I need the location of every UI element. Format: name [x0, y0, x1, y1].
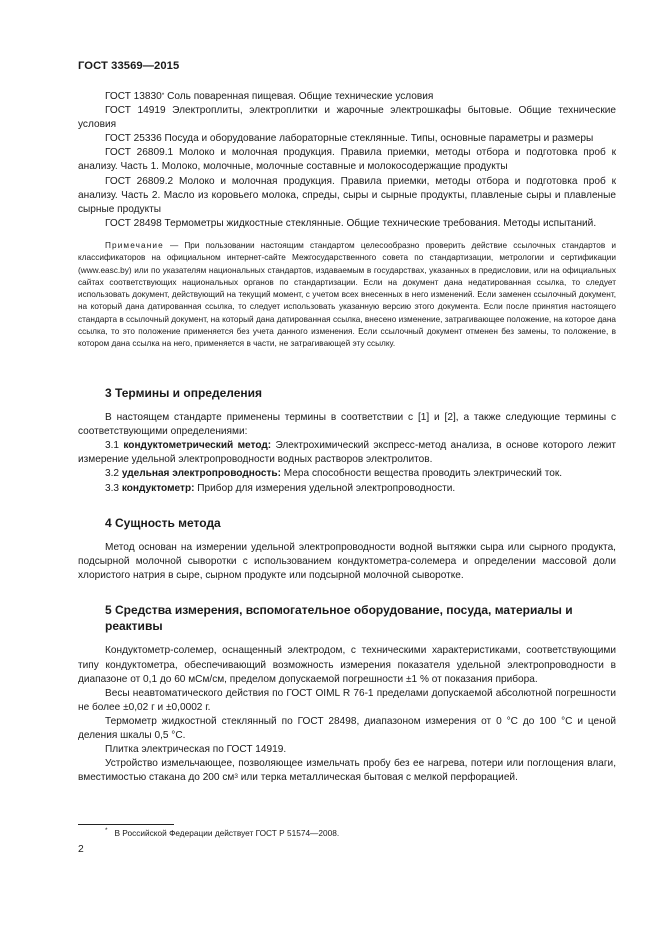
footnote-mark: *	[161, 92, 165, 99]
section-3-title: 3 Термины и определения	[105, 385, 263, 400]
section-5-paragraph: Кондуктометр-солемер, оснащенный электродом, с техническими характеристиками, соответствующими типу кондуктометра, обеспечивающий возможность измерения показателя удельной электропроводности в диапазоне от 0,1 до 60 мСм/см, пределом допускаемой погрешности ±1 % от показания прибора.	[78, 645, 616, 685]
page-content	[78, 90, 616, 785]
term-definition: 3.3 кондуктометр: Прибор для измерения удельной электропроводности.	[105, 482, 456, 494]
reference-item: ГОСТ 14919 Электроплиты, электроплитки и жарочные электрошкафы бытовые. Общие технические условия	[78, 105, 616, 131]
reference-item: ГОСТ 25336 Посуда и оборудование лабораторные стеклянные. Типы, основные параметры и размеры	[105, 133, 594, 145]
term-definition: 3.2 удельная электропроводность: Мера способности вещества проводить электрический ток.	[105, 468, 563, 480]
page-number: 2	[78, 844, 84, 855]
footnote-mark: *	[105, 827, 108, 834]
document-header: ГОСТ 33569—2015	[78, 60, 180, 72]
footnote: * В Российской Федерации действует ГОСТ Р 51574—2008.	[105, 827, 340, 838]
superscript: 3	[234, 773, 238, 781]
section-5-paragraph: Плитка электрическая по ГОСТ 14919.	[105, 744, 287, 756]
reference-item: ГОСТ 26809.1 Молоко и молочная продукция. Правила приемки, методы отбора и подготовка проб к анализу. Часть 1. Молоко, молочные, молочные составные и молокосодержащие продукты	[78, 147, 616, 173]
note: Примечание — При пользовании настоящим стандартом целесообразно проверить действие ссылочных стандартов и классификаторов на официальном интернет-сайте Межгосударственного совета по стандартизации, метрологии и сертификации (www.easc.by) или по указателям национальных стандартов, издаваемым в государствах, указанных в предисловии, или на официальных сайтах соответствующих национальных органов по стандартизации. Если на документ дана недатированная ссылка, то следует использовать документ, действующий на текущий момент, с учетом всех внесенных в него изменений. Если заменен ссылочный документ, на который дана датированная ссылка, то следует использовать указанную версию этого документа. Если после принятия настоящего стандарта в ссылочный документ, на который дана датированная ссылка, внесено изменение, затрагивающее положение, на которое дана ссылка, то это положение применяется без учета данного изменения. Если ссылочный документ отменен без замены, то положение, в котором дана ссылка на него, применяется в части, не затрагивающей эту ссылку.	[78, 240, 616, 349]
term: удельная электропроводность:	[121, 468, 281, 480]
note-label: Примечание	[105, 240, 164, 250]
section-5-title: 5 Средства измерения, вспомогательное оборудование, посуда, материалы и реактивы	[105, 603, 573, 633]
reference-item: ГОСТ 26809.2 Молоко и молочная продукция. Правила приемки, методы отбора и подготовка проб к анализу. Часть 2. Масло из коровьего молока, спреды, сыры и сырные продукты, плавленые сыры и плавленые сырные продукты	[78, 175, 616, 215]
term: кондуктометрический метод:	[123, 440, 272, 452]
term: кондуктометр:	[121, 482, 195, 494]
reference-item: ГОСТ 13830* Соль поваренная пищевая. Общие технические условия	[105, 91, 434, 102]
section-5-paragraph: Термометр жидкостной стеклянный по ГОСТ 28498, диапазоном измерения от 0 °С до 100 °С и ценой деления шкалы 0,5 °С.	[78, 715, 616, 742]
section-4-text: Метод основан на измерении удельной электропроводности водной вытяжки сыра или сырного продукта, подсырной молочной сыворотки с использованием кондуктометра-солемера и определении массовой доли хлористого натрия в сыре, сырном продукте или подсырной молочной сыворотке.	[78, 542, 616, 582]
section-5-paragraph: Устройство измельчающее, позволяющее измельчать пробу без ее нагрева, потери или поглощения влаги, вместимостью стакана до 200 $см^3$ или терка металлическая бытовая с мелкой перфорацией.	[78, 758, 616, 784]
section-4-title: 4 Сущность метода	[105, 515, 221, 530]
footnote-divider	[78, 824, 174, 825]
reference-item: ГОСТ 28498 Термометры жидкостные стеклянные. Общие технические требования. Методы испытаний.	[105, 217, 597, 229]
section-3-intro: В настоящем стандарте применены термины в соответствии с [1] и [2], а также следующие термины с соответствующими определениями:	[78, 412, 616, 438]
section-5-paragraph: Весы неавтоматического действия по ГОСТ OIML R 76-1 пределами допускаемой абсолютной погрешности не более ±0,02 г и ±0,0002 г.	[78, 687, 616, 713]
term-definition: 3.1 кондуктометрический метод: Электрохимический экспресс-метод анализа, в основе которого лежит измерение удельной электропроводности водных растворов электролитов.	[78, 440, 617, 466]
